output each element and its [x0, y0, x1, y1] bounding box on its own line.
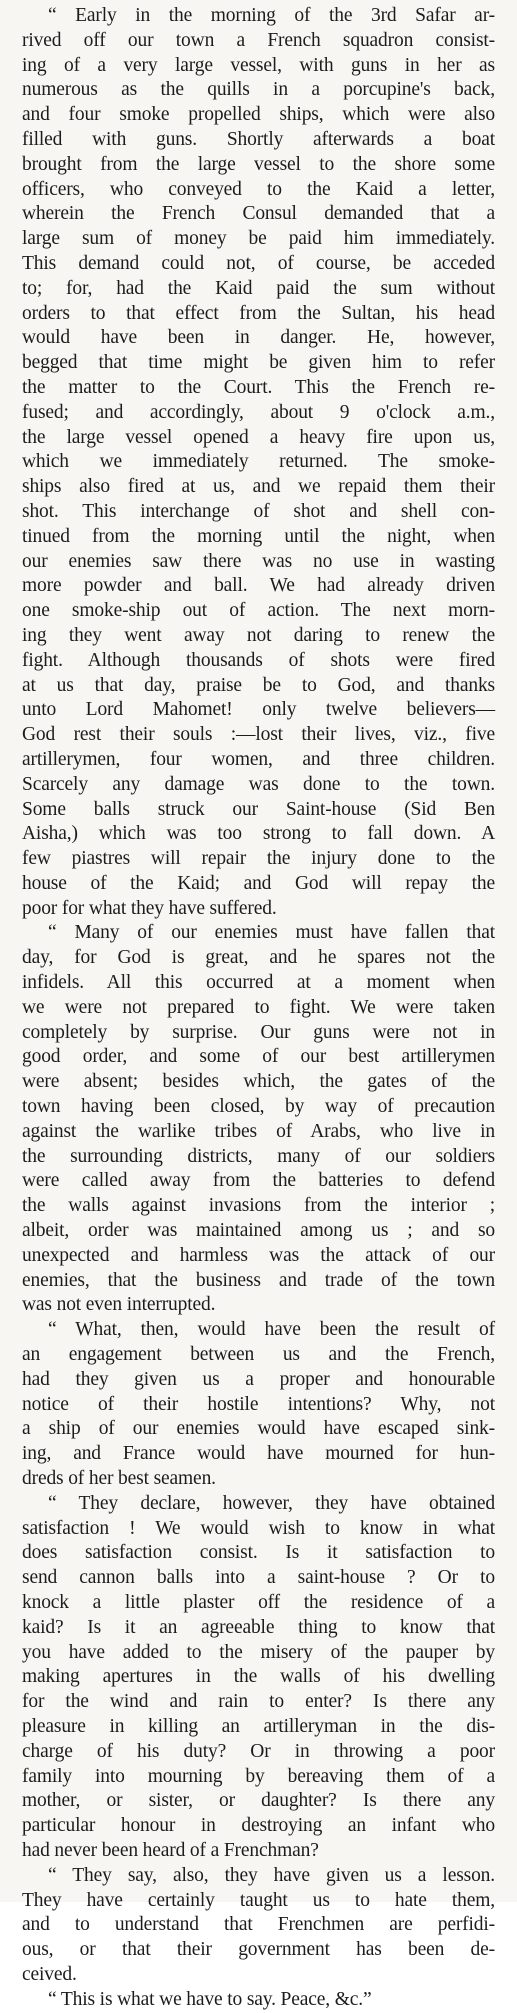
text-line-wrap — [0, 1566, 517, 1591]
text-line: we were not prepared to fight. We were taken — [22, 996, 495, 1018]
article-paragraph — [0, 1318, 517, 1492]
text-line-wrap — [0, 847, 517, 872]
text-line-wrap — [0, 351, 517, 376]
text-line-wrap — [0, 1194, 517, 1219]
text-line: wherein the French Consul demanded that a — [22, 203, 495, 225]
text-line-wrap — [0, 773, 517, 798]
text-line: does satisfaction consist. Is it satisfaction to — [22, 1542, 495, 1564]
text-line: ing they went away not daring to renew the — [22, 624, 495, 646]
text-line-wrap — [0, 1021, 517, 1046]
text-line: pleasure in killing an artilleryman in the dis- — [22, 1715, 495, 1737]
article-paragraph — [0, 4, 517, 921]
text-line-wrap — [0, 1616, 517, 1641]
text-line-wrap — [0, 1393, 517, 1418]
text-line: at us that day, praise be to God, and thanks — [22, 674, 495, 696]
article-paragraph — [0, 1988, 517, 2013]
text-line-wrap — [0, 1864, 517, 1889]
text-line: ing of a very large vessel, with guns in her as — [22, 54, 495, 76]
text-line-wrap — [0, 1665, 517, 1690]
text-line: “ Many of our enemies must have fallen that — [48, 922, 495, 944]
text-line: particular honour in destroying an infant who — [22, 1815, 495, 1837]
article-column — [0, 4, 517, 2010]
text-line: tinued from the morning until the night, when — [22, 525, 495, 547]
text-line: against the warlike tribes of Arabs, who live in — [22, 1120, 495, 1142]
text-line: day, for God is great, and he spares not the — [22, 947, 495, 969]
text-line-wrap — [0, 1417, 517, 1442]
text-line: fight. Although thousands of shots were fired — [22, 649, 495, 671]
text-line: for the wind and rain to enter? Is there any — [22, 1691, 495, 1713]
text-line: God rest their souls :—lost their lives, viz., five — [22, 724, 495, 746]
text-line-wrap — [0, 401, 517, 426]
article-paragraph — [0, 921, 517, 1318]
text-line: orders to that effect from the Sultan, his head — [22, 302, 495, 324]
text-line-wrap — [0, 574, 517, 599]
text-line: poor for what they have suffered. — [22, 897, 277, 919]
text-line: and to understand that Frenchmen are perfidi- — [22, 1914, 495, 1936]
text-line-wrap — [0, 1814, 517, 1839]
text-line-wrap — [0, 674, 517, 699]
text-line: were absent; besides which, the gates of the — [22, 1071, 495, 1093]
text-line: knock a little plaster off the residence of a — [22, 1592, 495, 1613]
text-line-wrap — [0, 897, 517, 922]
text-line: mother, or sister, or daughter? Is there any — [22, 1790, 495, 1812]
text-line-wrap — [0, 1765, 517, 1790]
text-line: “ This is what we have to say. Peace, &c.” — [48, 1988, 372, 2010]
text-line-wrap — [0, 450, 517, 475]
text-line: “ They say, also, they have given us a lesson. — [48, 1864, 495, 1886]
text-line-wrap — [0, 698, 517, 723]
text-line-wrap — [0, 971, 517, 996]
text-line-wrap — [0, 872, 517, 897]
text-line: rived off our town a French squadron consist- — [22, 29, 495, 51]
text-line-wrap — [0, 252, 517, 277]
text-line: “ Early in the morning of the 3rd Safar ar- — [48, 5, 495, 26]
text-line-wrap — [0, 277, 517, 302]
text-line: house of the Kaid; and God will repay the — [22, 872, 495, 894]
text-line-wrap — [0, 1963, 517, 1988]
text-line-wrap — [0, 921, 517, 946]
text-line: and four smoke propelled ships, which were also — [22, 104, 495, 126]
text-line-wrap — [0, 1145, 517, 1170]
text-line: few piastres will repair the injury done to the — [22, 848, 495, 870]
text-line-wrap — [0, 1293, 517, 1318]
text-line-wrap — [0, 599, 517, 624]
text-line-wrap — [0, 1467, 517, 1492]
text-line: would have been in danger. He, however, — [22, 327, 495, 349]
text-line-wrap — [0, 649, 517, 674]
text-line: the large vessel opened a heavy fire upon us, — [22, 426, 495, 448]
text-line: had never been heard of a Frenchman? — [22, 1839, 319, 1861]
text-line: dreds of her best seamen. — [22, 1468, 216, 1490]
text-line-wrap — [0, 128, 517, 153]
text-line: to; for, had the Kaid paid the sum without — [22, 277, 495, 299]
text-line-wrap — [0, 946, 517, 971]
text-line-wrap — [0, 1318, 517, 1343]
text-line-wrap — [0, 1988, 517, 2013]
text-line-wrap — [0, 1541, 517, 1566]
text-line: ships also fired at us, and we repaid them their — [22, 476, 495, 498]
text-line: ceived. — [22, 1963, 77, 1985]
text-line-wrap — [0, 624, 517, 649]
text-line-wrap — [0, 227, 517, 252]
text-line-wrap — [0, 1095, 517, 1120]
text-line: town having been closed, by way of precaution — [22, 1096, 495, 1118]
text-line: notice of their hostile intentions? Why, not — [22, 1393, 495, 1415]
text-line: the surrounding districts, many of our soldiers — [22, 1145, 495, 1167]
text-line: fused; and accordingly, about 9 o'clock a.m., — [22, 401, 495, 423]
text-line: large sum of money be paid him immediately. — [22, 228, 495, 250]
text-line: our enemies saw there was no use in wasting — [22, 550, 495, 572]
text-line: ing, and France would have mourned for hun- — [22, 1443, 495, 1465]
text-line: the matter to the Court. This the French re- — [22, 376, 495, 398]
text-line-wrap — [0, 78, 517, 103]
text-line-wrap — [0, 29, 517, 54]
text-line-wrap — [0, 302, 517, 327]
text-line: This demand could not, of course, be acceded — [22, 252, 495, 274]
text-line: completely by surprise. Our guns were not in — [22, 1021, 495, 1043]
text-line-wrap — [0, 1343, 517, 1368]
text-line-wrap — [0, 1913, 517, 1938]
text-line-wrap — [0, 525, 517, 550]
text-line: unexpected and harmless was the attack of our — [22, 1244, 495, 1266]
text-line-wrap — [0, 996, 517, 1021]
text-line-wrap — [0, 1938, 517, 1963]
text-line: had they given us a proper and honourable — [22, 1368, 495, 1390]
text-line-wrap — [0, 1045, 517, 1070]
text-line-wrap — [0, 4, 517, 29]
text-line-wrap — [0, 54, 517, 79]
text-line: officers, who conveyed to the Kaid a letter, — [22, 178, 495, 200]
text-line: an engagement between us and the French, — [22, 1344, 495, 1366]
text-line-wrap — [0, 550, 517, 575]
text-line-wrap — [0, 1244, 517, 1269]
text-line-wrap — [0, 103, 517, 128]
text-line: ous, or that their government has been de- — [22, 1939, 495, 1961]
text-line-wrap — [0, 376, 517, 401]
text-line: a ship of our enemies would have escaped sink- — [22, 1418, 495, 1440]
text-line: was not even interrupted. — [22, 1294, 216, 1316]
text-line: “ They declare, however, they have obtained — [48, 1492, 495, 1514]
text-line-wrap — [0, 1269, 517, 1294]
text-line-wrap — [0, 426, 517, 451]
text-line-wrap — [0, 1517, 517, 1542]
text-line: They have certainly taught us to hate them, — [22, 1889, 495, 1911]
text-line-wrap — [0, 1591, 517, 1616]
text-line: were called away from the batteries to defend — [22, 1170, 495, 1192]
text-line: begged that time might be given him to refer — [22, 352, 495, 374]
text-line: you have added to the misery of the pauper by — [22, 1641, 495, 1663]
text-line: send cannon balls into a saint-house ? Or to — [22, 1567, 495, 1589]
text-line: making apertures in the walls of his dwelling — [22, 1666, 495, 1688]
text-line-wrap — [0, 798, 517, 823]
text-line: family into mourning by bereaving them of a — [22, 1765, 495, 1787]
text-line-wrap — [0, 1690, 517, 1715]
text-line-wrap — [0, 475, 517, 500]
text-line-wrap — [0, 1839, 517, 1864]
text-line-wrap — [0, 1492, 517, 1517]
text-line-wrap — [0, 1641, 517, 1666]
text-line-wrap — [0, 500, 517, 525]
text-line-wrap — [0, 326, 517, 351]
text-line-wrap — [0, 723, 517, 748]
text-line-wrap — [0, 1715, 517, 1740]
text-line-wrap — [0, 153, 517, 178]
text-line-wrap — [0, 1442, 517, 1467]
text-line-wrap — [0, 178, 517, 203]
text-line-wrap — [0, 822, 517, 847]
text-line-wrap — [0, 1120, 517, 1145]
text-line-wrap — [0, 1789, 517, 1814]
text-line: unto Lord Mahomet! only twelve believers— — [22, 699, 495, 721]
text-line: kaid? Is it an agreeable thing to know that — [22, 1616, 495, 1638]
text-line-wrap — [0, 1070, 517, 1095]
text-line: infidels. All this occurred at a moment when — [22, 972, 495, 994]
text-line: Aisha,) which was too strong to fall down. A — [22, 823, 495, 845]
text-line: brought from the large vessel to the shore some — [22, 153, 495, 175]
text-line-wrap — [0, 1368, 517, 1393]
text-line: “ What, then, would have been the result of — [48, 1319, 495, 1341]
text-line: good order, and some of our best artillerymen — [22, 1046, 495, 1068]
text-line: numerous as the quills in a porcupine's back, — [22, 79, 495, 101]
text-line-wrap — [0, 202, 517, 227]
text-line: albeit, order was maintained among us ; and so — [22, 1220, 495, 1242]
text-line: more powder and ball. We had already driven — [22, 575, 495, 597]
text-line: enemies, that the business and trade of the town — [22, 1269, 495, 1291]
text-line: artillerymen, four women, and three children. — [22, 748, 495, 770]
text-line: charge of his duty? Or in throwing a poor — [22, 1740, 495, 1762]
text-line-wrap — [0, 1740, 517, 1765]
text-line: which we immediately returned. The smoke- — [22, 451, 495, 473]
text-line: Scarcely any damage was done to the town. — [22, 773, 495, 795]
text-line: Some balls struck our Saint-house (Sid Ben — [22, 798, 495, 820]
article-paragraph — [0, 1492, 517, 1864]
text-line: one smoke-ship out of action. The next morn- — [22, 600, 495, 622]
text-line: filled with guns. Shortly afterwards a boat — [22, 128, 495, 150]
text-line-wrap — [0, 1169, 517, 1194]
text-line: shot. This interchange of shot and shell con- — [22, 500, 495, 522]
article-paragraph — [0, 1864, 517, 1988]
text-line: satisfaction ! We would wish to know in what — [22, 1517, 495, 1539]
text-line-wrap — [0, 748, 517, 773]
text-line: the walls against invasions from the interior ; — [22, 1195, 495, 1217]
text-line-wrap — [0, 1219, 517, 1244]
text-line-wrap — [0, 1889, 517, 1914]
